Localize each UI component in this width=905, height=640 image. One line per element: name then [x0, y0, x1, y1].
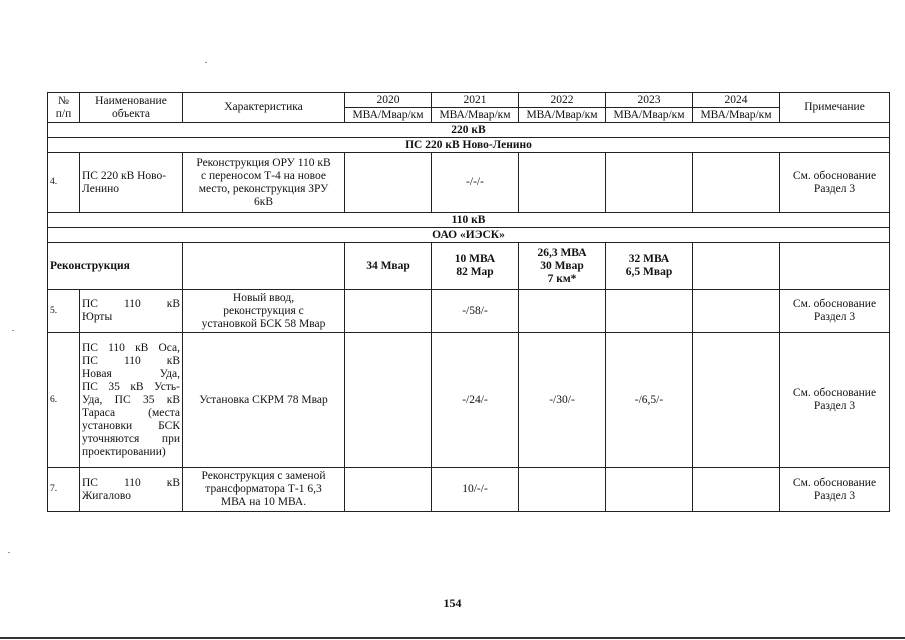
total-2020: 34 Мвар [345, 243, 432, 290]
object-name: ПС 110 кВ Оса, ПС 110 кВ Новая Уда, ПС 35 кВ Усть- Уда, ПС 35 кВ Тараса (места установки БСК уточняются при проектировании) [80, 333, 183, 468]
value-2023: -/6,5/- [606, 333, 693, 468]
characteristic: Установка СКРМ 78 Мвар [183, 333, 345, 468]
table-row [48, 153, 890, 213]
bottom-rule [0, 637, 905, 639]
value-2021: -/58/- [432, 290, 519, 333]
characteristic: Реконструкция с заменой трансформатора Т-1 6,3 МВА на 10 МВА. [183, 468, 345, 512]
value-2022 [519, 290, 606, 333]
section-voltage-220: 220 кВ [48, 123, 890, 138]
header-year-2022: 2022 [519, 93, 606, 108]
section-company-iesk: ОАО «ИЭСК» [48, 228, 890, 243]
value-2024 [693, 153, 780, 213]
reconstruction-summary-row [48, 243, 890, 290]
scan-speck [12, 330, 14, 331]
characteristic: Реконструкция ОРУ 110 кВ с переносом Т-4 на новое место, реконструкция ЗРУ 6кВ [183, 153, 345, 213]
note [780, 243, 890, 290]
value-2021: -/-/- [432, 153, 519, 213]
header-year-2021: 2021 [432, 93, 519, 108]
header-unit: МВА/Мвар/км [606, 108, 693, 123]
row-number: 4. [48, 153, 80, 213]
note: См. обоснование Раздел 3 [780, 290, 890, 333]
section-substation-novo-lenino: ПС 220 кВ Ново-Ленино [48, 138, 890, 153]
note: См. обоснование Раздел 3 [780, 333, 890, 468]
value-2020 [345, 333, 432, 468]
object-name: ПС 110 кВ Юрты [80, 290, 183, 333]
value-2024 [693, 468, 780, 512]
table-row [48, 333, 890, 468]
scan-speck [205, 62, 207, 63]
value-2021: 10/-/- [432, 468, 519, 512]
section-row-substation [48, 138, 890, 153]
value-2023 [606, 153, 693, 213]
total-2022: 26,3 МВА 30 Мвар 7 км* [519, 243, 606, 290]
header-num: № п/п [48, 93, 80, 123]
reconstruction-label: Реконструкция [48, 243, 183, 290]
investment-table [47, 92, 890, 512]
characteristic: Новый ввод, реконструкция с установкой БСК 58 Мвар [183, 290, 345, 333]
note: См. обоснование Раздел 3 [780, 468, 890, 512]
header-unit: МВА/Мвар/км [345, 108, 432, 123]
header-row-years [48, 93, 890, 108]
row-number: 6. [48, 333, 80, 468]
value-2022 [519, 468, 606, 512]
section-row-110kv [48, 213, 890, 228]
header-year-2023: 2023 [606, 93, 693, 108]
header-name: Наименование объекта [80, 93, 183, 123]
value-2024 [693, 290, 780, 333]
value-2021: -/24/- [432, 333, 519, 468]
characteristic [183, 243, 345, 290]
value-2023 [606, 290, 693, 333]
header-note: Примечание [780, 93, 890, 123]
section-row-220kv [48, 123, 890, 138]
total-2024 [693, 243, 780, 290]
row-number: 7. [48, 468, 80, 512]
table-row [48, 290, 890, 333]
section-row-company [48, 228, 890, 243]
header-characteristic: Характеристика [183, 93, 345, 123]
header-unit: МВА/Мвар/км [432, 108, 519, 123]
header-unit: МВА/Мвар/км [519, 108, 606, 123]
header-unit: МВА/Мвар/км [693, 108, 780, 123]
value-2020 [345, 468, 432, 512]
value-2022: -/30/- [519, 333, 606, 468]
value-2020 [345, 290, 432, 333]
header-year-2020: 2020 [345, 93, 432, 108]
page-number: 154 [443, 596, 462, 610]
value-2020 [345, 153, 432, 213]
section-voltage-110: 110 кВ [48, 213, 890, 228]
value-2022 [519, 153, 606, 213]
object-name: ПС 110 кВ Жигалово [80, 468, 183, 512]
table-row [48, 468, 890, 512]
scan-speck [8, 552, 10, 553]
row-number: 5. [48, 290, 80, 333]
object-name: ПС 220 кВ Ново- Ленино [80, 153, 183, 213]
total-2021: 10 МВА 82 Мар [432, 243, 519, 290]
value-2023 [606, 468, 693, 512]
note: См. обоснование Раздел 3 [780, 153, 890, 213]
header-year-2024: 2024 [693, 93, 780, 108]
value-2024 [693, 333, 780, 468]
total-2023: 32 МВА 6,5 Мвар [606, 243, 693, 290]
